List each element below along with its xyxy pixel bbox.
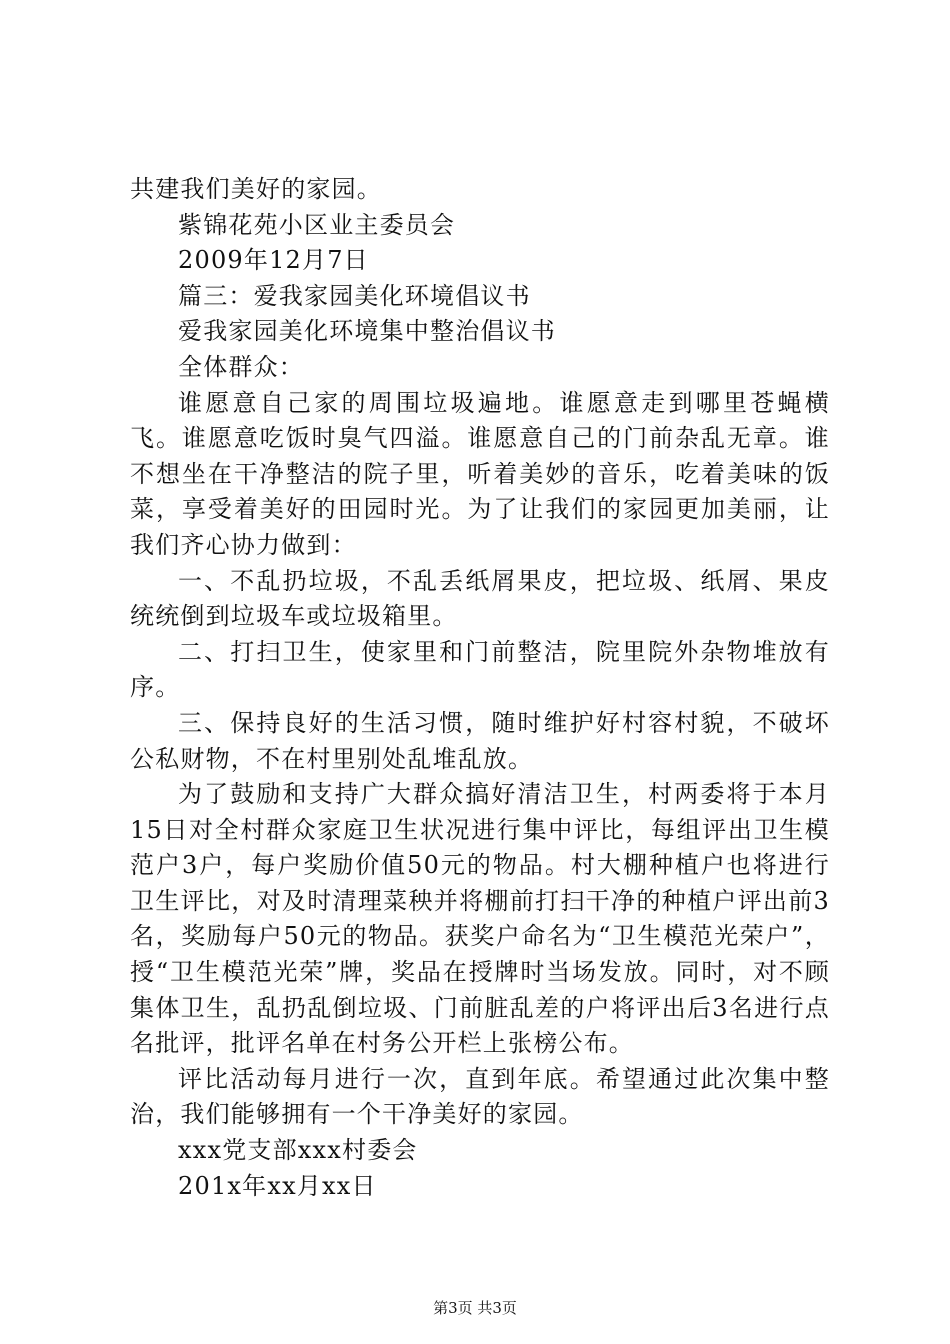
reward-paragraph: 为了鼓励和支持广大群众搞好清洁卫生，村两委将于本月15日对全村群众家庭卫生状况进行集中评比，每组评出卫生模范户3户，每户奖励价值50元的物品。村大棚种植户也将进行卫生评比，对及时清理菜秧并将棚前打扫干净的种植户评出前3名，奖励每户50元的物品。获奖户命名为“卫生模范光荣户”，授“卫生模范光荣”牌，奖品在授牌时当场发放。同时，对不顾集体卫生，乱扔乱倒垃圾、门前脏乱差的户将评出后3名进行点名批评，批评名单在村务公开栏上张榜公布。 (130, 780, 830, 1058)
conclusion-paragraph: 评比活动每月进行一次，直到年底。希望通过此次集中整治，我们能够拥有一个干净美好的家园。 (130, 1064, 830, 1129)
signature-date: 2009年12月7日 (178, 246, 369, 275)
proposal-title: 爱我家园美化环境集中整治倡议书 (178, 317, 556, 346)
intro-paragraph: 谁愿意自己家的周围垃圾遍地。谁愿意走到哪里苍蝇横飞。谁愿意吃饭时臭气四溢。谁愿意自己的门前杂乱无章。谁不想坐在干净整洁的院子里，听着美妙的音乐，吃着美味的饭菜，享受着美好的田园时光。为了让我们的家园更加美丽，让我们齐心协力做到： (130, 388, 830, 559)
salutation: 全体群众： (178, 352, 304, 381)
item-three: 三、保持良好的生活习惯，随时维护好村容村貌，不破坏公私财物，不在村里别处乱堆乱放。 (130, 708, 830, 773)
closing-org: xxx党支部xxx村委会 (178, 1136, 418, 1165)
document-body (130, 172, 830, 1204)
closing-line: 共建我们美好的家园。 (130, 175, 382, 203)
signature-org: 紫锦花苑小区业主委员会 (178, 210, 456, 239)
section-heading: 篇三：爱我家园美化环境倡议书 (178, 281, 531, 310)
page-number-footer: 第3页 共3页 (433, 1299, 517, 1317)
item-one: 一、不乱扔垃圾，不乱丢纸屑果皮，把垃圾、纸屑、果皮统统倒到垃圾车或垃圾箱里。 (130, 566, 830, 631)
closing-date: 201x年xx月xx日 (178, 1171, 377, 1200)
item-two: 二、打扫卫生，使家里和门前整洁，院里院外杂物堆放有序。 (130, 637, 830, 702)
